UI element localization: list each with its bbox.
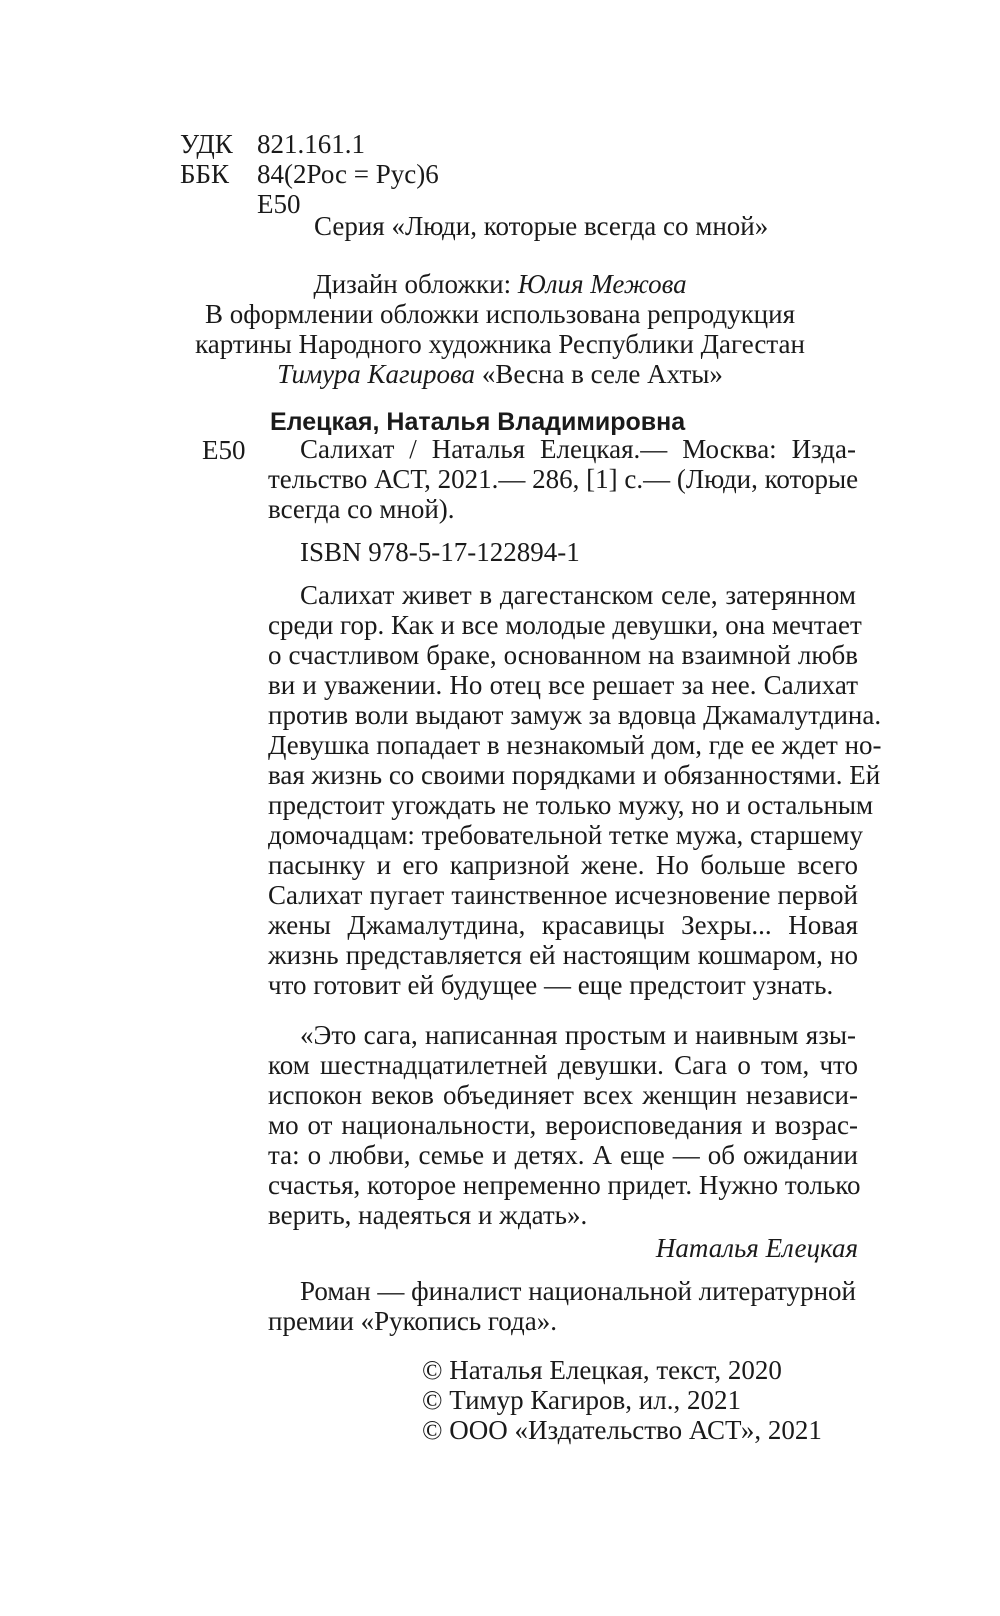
painting-title: «Весна в селе Ахты» — [475, 359, 723, 389]
entry-desc-line-1: Салихат / Наталья Елецкая.— Москва: Изда- — [300, 434, 856, 464]
annotation-line: пасынку и его капризной жене. Но больше всего — [268, 850, 858, 880]
annotation-line: среди гор. Как и все молодые девушки, она мечтает — [268, 610, 862, 640]
copyright-line: © ООО «Издательство АСТ», 2021 — [422, 1415, 822, 1445]
annotation-line: о счастливом браке, основанном на взаимной любв — [268, 640, 858, 670]
annotation-line: жизнь представляется ей настоящим кошмаром, но — [268, 940, 858, 970]
quote-line: «Это сага, написанная простым и наивным язы- — [300, 1020, 856, 1050]
quote-line: ком шестнадцатилетней девушки. Сага о том, что — [268, 1050, 858, 1080]
annotation-line: против воли выдают замуж за вдовца Джамалутдина. — [268, 700, 882, 730]
isbn: ISBN 978-5-17-122894-1 — [300, 537, 580, 567]
annotation-line: Салихат живет в дагестанском селе, затерянном — [300, 580, 856, 610]
award-line: премии «Рукопись года». — [268, 1306, 557, 1336]
udk-value: 821.161.1 — [257, 129, 365, 159]
quote-line: мо от национальности, вероисповедания и возрас- — [268, 1110, 858, 1140]
annotation-line: Салихат пугает таинственное исчезновение первой — [268, 880, 858, 910]
quote-author: Наталья Елецкая — [655, 1233, 858, 1263]
udk-label: УДК — [180, 129, 233, 159]
award-line: Роман — финалист национальной литературной — [300, 1276, 857, 1306]
cover-design-prefix: Дизайн обложки: — [313, 269, 518, 299]
bbk-label: ББК — [180, 159, 230, 189]
annotation-line: вая жизнь со своими порядками и обязанностями. Ей — [268, 760, 881, 790]
annotation-line: жены Джамалутдина, красавицы Зехры... Новая — [268, 910, 858, 940]
annotation-line: домочадцам: требовательной тетке мужа, старшему — [268, 820, 864, 850]
entry-code: Е50 — [202, 435, 246, 465]
annotation-line: что готовит ей будущее — еще предстоит узнать. — [268, 970, 834, 1000]
painting-credit — [0, 358, 1000, 390]
entry-desc-line-3: всегда со мной). — [268, 494, 455, 524]
repro-line-2: картины Народного художника Республики Дагестан — [195, 329, 805, 359]
copyright-line: © Наталья Елецкая, текст, 2020 — [422, 1355, 782, 1385]
repro-line-1: В оформлении обложки использована репродукция — [204, 299, 796, 329]
bbk-value: 84(2Рос = Рус)6 — [257, 159, 439, 189]
cover-design-credit — [0, 268, 1000, 300]
quote-line: та: о любви, семье и детях. А еще — об ожидании — [268, 1140, 858, 1170]
annotation-line: ви и уважении. Но отец все решает за нее. Салихат — [268, 670, 858, 700]
annotation-line: предстоит угождать не только мужу, но и остальным — [268, 790, 874, 820]
copyright-line: © Тимур Кагиров, ил., 2021 — [422, 1385, 741, 1415]
quote-line: счастья, которое непременно придет. Нужно только — [268, 1170, 861, 1200]
entry-author: Елецкая, Наталья Владимировна — [270, 408, 686, 436]
catalog-code: Е50 — [257, 189, 301, 219]
series-line: Серия «Люди, которые всегда со мной» — [314, 211, 769, 241]
quote-line: испокон веков объединяет всех женщин независи- — [268, 1080, 858, 1110]
quote-line: верить, надеяться и ждать». — [268, 1200, 588, 1230]
annotation-line: Девушка попадает в незнакомый дом, где ее ждет но- — [268, 730, 882, 760]
entry-desc-line-2: тельство АСТ, 2021.— 286, [1] с.— (Люди, которые — [268, 464, 859, 494]
artist-name: Тимура Кагирова — [277, 359, 476, 389]
cover-designer: Юлия Межова — [517, 269, 687, 299]
